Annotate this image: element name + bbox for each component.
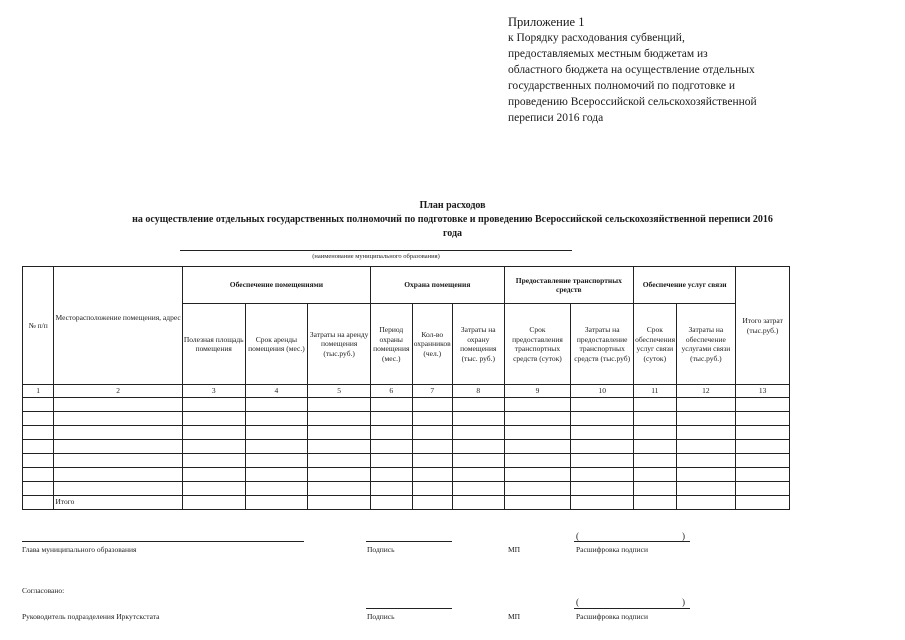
header-location: Месторасположение помещения, адрес [54, 267, 182, 385]
appendix-line: предоставляемых местным бюджетам из [508, 48, 708, 60]
column-number: 1 [23, 385, 54, 398]
signature-line [366, 608, 452, 609]
header-transport-group: Предоставление транспортных средств [504, 267, 634, 304]
total-label: Итого [54, 495, 182, 509]
column-number: 4 [245, 385, 308, 398]
municipality-name-caption: (наименование муниципального образования) [312, 253, 440, 260]
appendix-line: проведению Всероссийской сельскохозяйственной [508, 96, 757, 108]
appendix-line: к Порядку расходования субвенций, [508, 32, 685, 44]
column-number: 10 [571, 385, 634, 398]
signature-line [366, 541, 452, 542]
table-row [23, 467, 790, 481]
head-label: Глава муниципального образования [22, 545, 137, 554]
paren-open: ( [576, 531, 579, 541]
decoding-line [574, 541, 690, 542]
header-area: Полезная площадь помещения [182, 304, 245, 385]
header-guards: Кол-во охранников (чел.) [412, 304, 452, 385]
header-comm-group: Обеспечение услуг связи [634, 267, 736, 304]
appendix-line: переписи 2016 года [508, 112, 604, 124]
header-rent-cost: Затраты на аренду помещения (тыс.руб.) [308, 304, 371, 385]
total-row [23, 495, 790, 509]
appendix-line: областного бюджета на осуществление отдельных [508, 64, 755, 76]
signature-label: Подпись [367, 612, 395, 621]
stamp-label: МП [508, 545, 521, 554]
column-number: 11 [634, 385, 676, 398]
decoding-line [574, 608, 690, 609]
agreed-label: Согласовано: [22, 586, 65, 595]
dept-head-label: Руководитель подразделения Иркутскстата [22, 612, 160, 621]
table-row [23, 397, 790, 411]
header-rent-term: Срок аренды помещения (мес.) [245, 304, 308, 385]
table-row [23, 481, 790, 495]
column-number: 9 [504, 385, 571, 398]
column-number: 7 [412, 385, 452, 398]
plan-subtitle: на осуществление отдельных государственных полномочий по подготовке и проведению Всероссийской сельскохозяйственной переписи 2016 [132, 214, 773, 225]
header-total: Итого затрат (тыс.руб.) [736, 267, 790, 385]
appendix-title: Приложение 1 [508, 15, 585, 29]
header-premises-group: Обеспечение помещениями [182, 267, 370, 304]
column-number: 5 [308, 385, 371, 398]
table-row [23, 439, 790, 453]
column-number: 8 [452, 385, 504, 398]
column-number: 2 [54, 385, 182, 398]
paren-close: ) [682, 597, 685, 607]
header-transport-cost: Затраты на предоставление транспортных средств (тыс.руб) [571, 304, 634, 385]
head-signature-line [22, 541, 304, 542]
table-row [23, 411, 790, 425]
decoding-label: Расшифровка подписи [576, 545, 648, 554]
header-security-group: Охрана помещения [371, 267, 505, 304]
plan-title: План расходов [419, 200, 486, 211]
stamp-label: МП [508, 612, 521, 621]
header-no: № п/п [23, 267, 54, 385]
header-comm-cost: Затраты на обеспечение услугами связи (тыс.руб.) [676, 304, 736, 385]
column-number: 13 [736, 385, 790, 398]
signature-label: Подпись [367, 545, 395, 554]
decoding-label: Расшифровка подписи [576, 612, 648, 621]
appendix-line: государственных полномочий по подготовке и [508, 80, 736, 92]
header-transport-term: Срок предоставления транспортных средств (суток) [504, 304, 571, 385]
column-number: 12 [676, 385, 736, 398]
appendix-block [508, 14, 798, 126]
paren-close: ) [682, 531, 685, 541]
table-row [23, 453, 790, 467]
column-number: 3 [182, 385, 245, 398]
header-security-period: Период охраны помещения (мес.) [371, 304, 412, 385]
column-number: 6 [371, 385, 412, 398]
municipality-name-line [180, 250, 572, 251]
header-security-cost: Затраты на охрану помещения (тыс. руб.) [452, 304, 504, 385]
paren-open: ( [576, 597, 579, 607]
header-comm-term: Срок обеспечения услуг связи (суток) [634, 304, 676, 385]
expense-table [22, 266, 790, 510]
plan-subtitle-year: года [442, 228, 463, 239]
table-row [23, 425, 790, 439]
